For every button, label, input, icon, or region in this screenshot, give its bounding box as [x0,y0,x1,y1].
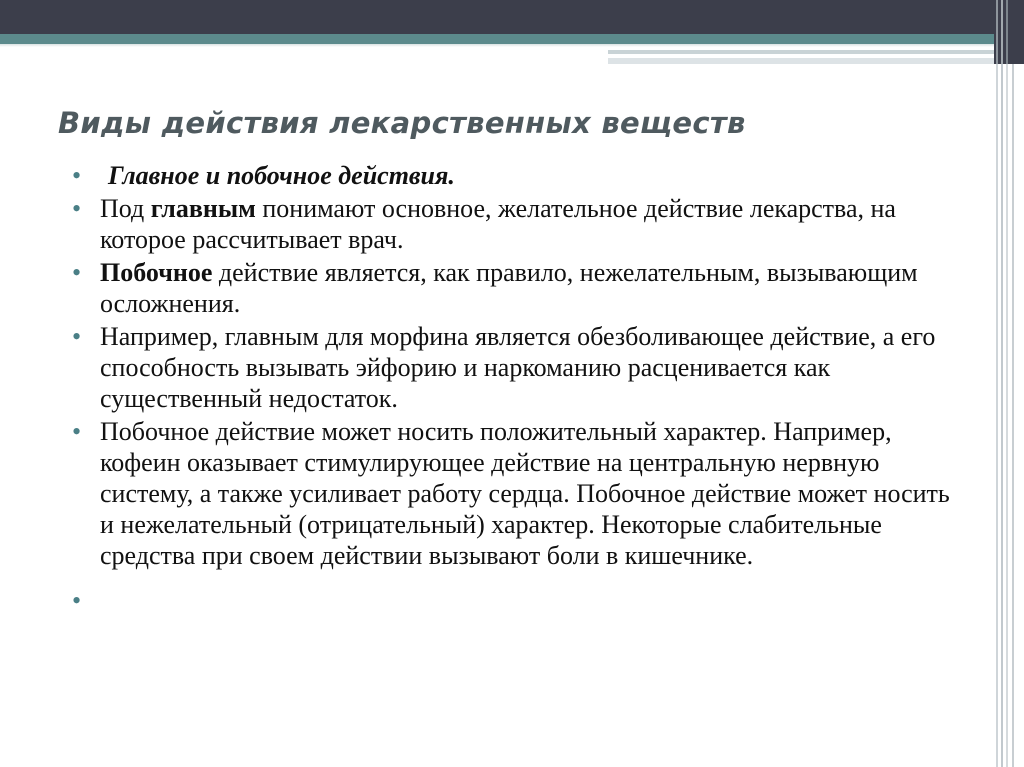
bullet-item [72,160,952,191]
header-accent-line [608,58,1024,64]
bullet-item [72,321,952,414]
bullet-text: действие является, как правило, нежелательным, вызывающим осложнения. [100,258,918,318]
bold-term: Побочное [100,258,213,287]
bullet-icon: • [72,586,82,615]
bullet-text: понимают основное, желательное действие лекарства, на которое рассчитывает врач. [100,194,896,254]
bullet-icon: • [72,417,82,446]
subheading: Главное и побочное действия. [108,161,455,190]
bullet-item [72,257,952,319]
side-stripes-top [994,0,1024,64]
header-teal-bar [0,34,1024,44]
side-stripes [994,0,1024,767]
bullet-icon: • [72,194,82,223]
bullet-text-prefix: Под [100,194,151,223]
bullet-text: Побочное действие может носить положительный характер. Например, кофеин оказывает стимулирующее действие на центральную нервную систему, а также усиливает работу сердца. Побочное действие может носить и нежелательный (отрицательный) характер. Некоторые слабительные средства при своем действии вызывают боли в кишечнике. [100,417,950,570]
bullet-item [72,193,952,255]
header-shadow [0,44,1024,47]
bullet-icon: • [72,161,82,190]
bold-term: главным [150,194,256,223]
bullet-list [72,160,952,615]
header-accent-line [608,50,1024,54]
slide-title: Виды действия лекарственных веществ [58,106,746,140]
header-dark-bar [0,0,1024,34]
bullet-text: Например, главным для морфина является обезболивающее действие, а его способность вызывать эйфорию и наркоманию расценивается как существенный недостаток. [100,322,936,413]
bullet-item [72,416,952,571]
bullet-icon: • [72,258,82,287]
bullet-icon: • [72,322,82,351]
